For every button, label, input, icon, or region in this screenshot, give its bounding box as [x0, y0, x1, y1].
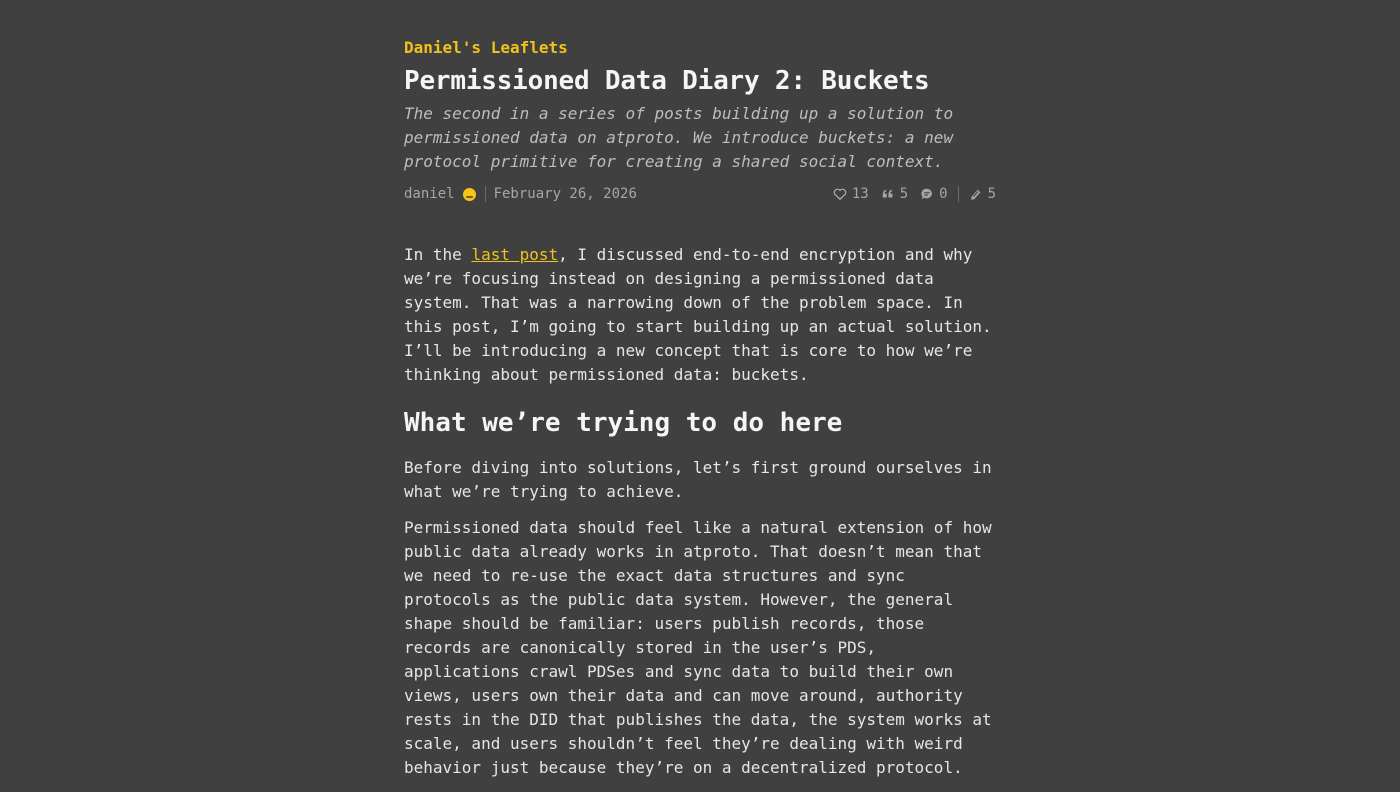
comments-count: 0	[939, 186, 948, 202]
mentions-stat[interactable]	[969, 186, 996, 202]
quote-icon	[881, 187, 895, 201]
likes-stat[interactable]	[833, 186, 869, 202]
comments-stat[interactable]	[920, 186, 947, 202]
mention-icon	[969, 187, 983, 201]
post-title: Permissioned Data Diary 2: Buckets	[404, 66, 930, 96]
author-name[interactable]: daniel	[404, 186, 455, 202]
intro-paragraph	[404, 243, 996, 387]
byline	[404, 186, 637, 202]
post-meta	[404, 183, 996, 205]
meta-divider	[485, 186, 486, 202]
comment-icon	[920, 187, 934, 201]
post-stats	[833, 186, 996, 202]
post-date: February 26, 2026	[493, 186, 637, 202]
section-heading: What we’re trying to do here	[404, 408, 843, 438]
intro-text-before: In the	[404, 245, 472, 264]
stats-divider	[958, 186, 959, 202]
heart-icon	[833, 187, 847, 201]
quotes-count: 5	[899, 186, 909, 202]
paragraph-2: Permissioned data should feel like a natural extension of how public data already works in atproto. That doesn’t mean that we need to re-use the exact data structures and sync protocols as the public data system. However, the general shape should be familiar: users publish records, those records are canonically stored in the user’s PDS, applications crawl PDSes and sync data to build their own views, users own their data and can move around, authority rests in the DID that publishes the data, the system works at scale, and users shouldn’t feel they’re dealing with weird behavior just because they’re on a decentralized protocol.	[404, 518, 992, 777]
likes-count: 13	[851, 186, 869, 202]
intro-text-after: , I discussed end-to-end encryption and why we’re focusing instead on designing a permissioned data system. That was a narrowing down of the problem space. In this post, I’m going to start building up an actual solution. I’ll be introducing a new concept that is core to how we’re thinking about permissioned data: buckets.	[404, 245, 992, 384]
author-emoji-icon	[463, 188, 476, 201]
post-body	[404, 243, 996, 780]
post-subtitle: The second in a series of posts building up a solution to permissioned data on atproto. We introduce buckets: a new protocol primitive for creating a shared social context.	[404, 104, 954, 171]
post-container	[404, 36, 996, 792]
paragraph-1: Before diving into solutions, let’s first ground ourselves in what we’re trying to achieve.	[404, 458, 992, 501]
last-post-link[interactable]: last post	[471, 245, 559, 264]
quotes-stat[interactable]	[881, 186, 908, 202]
mentions-count: 5	[987, 186, 996, 202]
blog-name-link[interactable]: Daniel's Leaflets	[404, 38, 568, 57]
